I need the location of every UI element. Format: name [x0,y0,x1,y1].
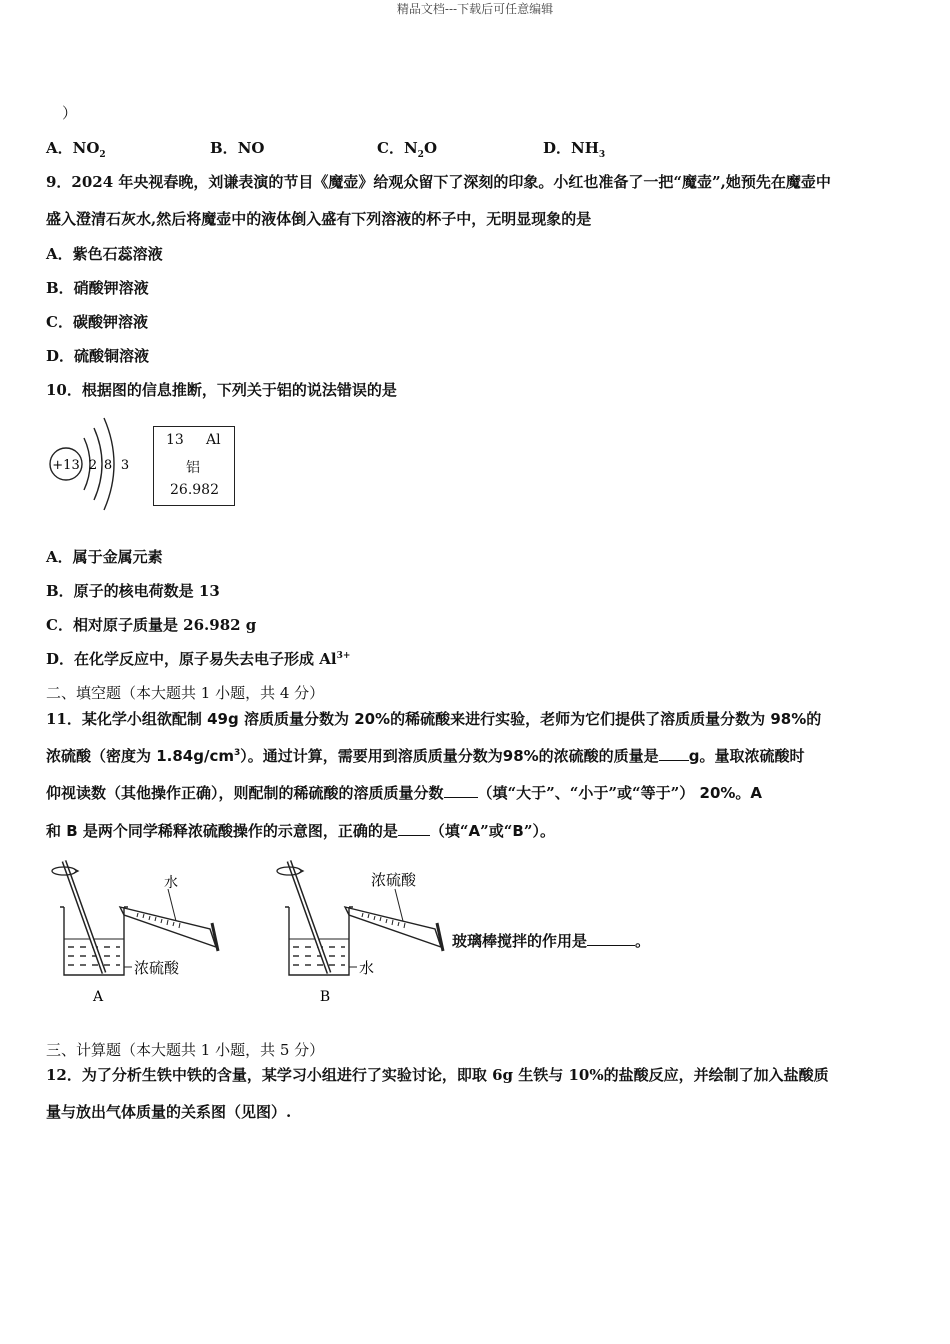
atomic-number: 13 [166,432,184,448]
q8-option-b: B．NO [210,139,265,157]
element-card-aluminum [153,426,235,506]
fig-a-caption: A [92,989,104,1005]
answer-blank-3[interactable] [398,823,430,836]
q8-option-d: D．$NH_3$ [543,139,606,160]
q11-line3: 仰视读数（其他操作正确），则配制的稀硫酸的溶质质量分数 （填“大于”、“小于”或“等于”） 20%。A [46,784,763,802]
nucleus-charge: +13 [52,458,80,473]
aluminum-atom-structure-diagram [44,414,136,516]
q12-stem-line1: 12．为了分析生铁中铁的含量，某学习小组进行了实验讨论，即取 6g 生铁与 10%的盐酸反应，并绘制了加入盐酸质 [46,1066,829,1084]
fig-b-caption: B [319,989,331,1005]
dilution-figure-a [40,855,250,1005]
q10-option-c: C．相对原子质量是 26.982 g [46,616,257,634]
element-symbol: Al [206,432,221,448]
q11-stir-question: 玻璃棒搅拌的作用是 。 [452,932,651,950]
shell-3-electrons: 3 [120,458,130,473]
q11-line2: 浓硫酸（密度为 $1.84g/cm^3$）。通过计算，需要用到溶质质量分数为98%的浓硫酸的质量是 g。量取浓硫酸时 [46,747,805,765]
q9-option-d: D．硫酸铜溶液 [46,347,150,365]
q11-line4: 和 B 是两个同学稀释浓硫酸操作的示意图，正确的是 （填“A”或“B”）。 [46,822,555,840]
fig-b-side-label: 水 [359,959,375,977]
shell-2-electrons: 8 [103,458,113,473]
q9-stem-line2: 盛入澄清石灰水,然后将魔壶中的液体倒入盛有下列溶液的杯子中，无明显现象的是 [46,210,592,228]
section-3-heading: 三、计算题（本大题共 1 小题，共 5 分） [46,1041,325,1059]
atomic-mass: 26.982 [170,482,219,498]
fig-a-side-label: 浓硫酸 [134,959,180,977]
page-header: 精品文档---下载后可任意编辑 [396,2,554,16]
q9-option-c: C．碳酸钾溶液 [46,313,148,331]
q9-option-a: A．紫色石蕊溶液 [46,245,163,263]
q8-closing-paren: ） [62,104,78,122]
q8-option-c: C．$N_2O$ [377,139,438,160]
q10-option-d: D．在化学反应中，原子易失去电子形成 $Al^{3+}$ [46,650,351,668]
answer-blank-4[interactable] [587,933,635,946]
fig-b-top-label: 浓硫酸 [371,871,417,889]
q10-stem: 10．根据图的信息推断，下列关于铝的说法错误的是 [46,381,397,399]
shell-1-electrons: 2 [88,458,98,473]
q9-stem-line1: 9．2024 年央视春晚，刘谦表演的节目《魔壶》给观众留下了深刻的印象。小红也准备了一把“魔壶”,她预先在魔壶中 [46,173,831,191]
fig-a-top-label: 水 [164,875,178,891]
q11-line1: 11．某化学小组欲配制 49g 溶质质量分数为 20%的稀硫酸来进行实验，老师为它们提供了溶质质量分数为 98%的 [46,710,822,728]
q12-stem-line2: 量与放出气体质量的关系图（见图）. [46,1103,292,1121]
q10-option-a: A．属于金属元素 [46,548,163,566]
answer-blank-2[interactable] [444,785,478,798]
element-name: 铝 [186,460,200,476]
q10-option-b: B．原子的核电荷数是 13 [46,582,220,600]
answer-blank-1[interactable] [659,748,689,761]
dilution-figure-b [265,855,475,1005]
q9-option-b: B．硝酸钾溶液 [46,279,149,297]
section-2-heading: 二、填空题（本大题共 1 小题，共 4 分） [46,684,325,702]
q8-option-a: A．$NO_2$ [46,139,106,160]
